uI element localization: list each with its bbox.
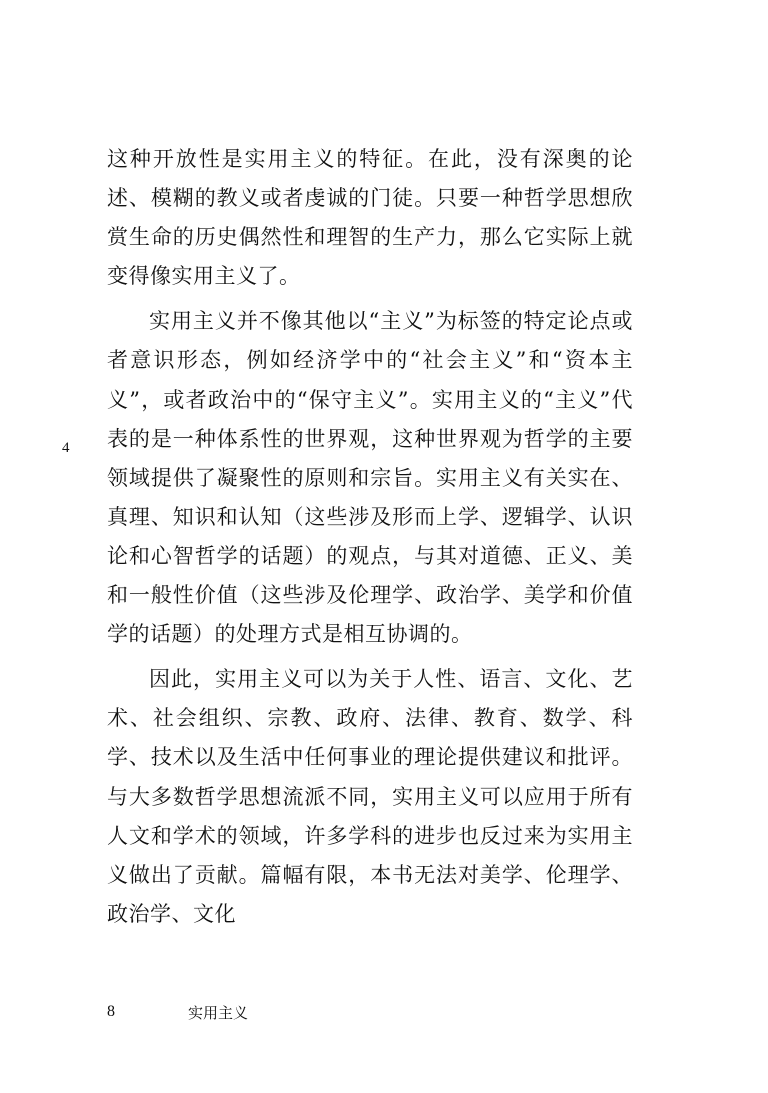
body-text	[107, 140, 633, 934]
footer-page-number: 8	[107, 1003, 115, 1020]
paragraph-pragmatism-ism: 实用主义并不像其他以“主义”为标签的特定论点或者意识形态，例如经济学中的“社会主义”和“资本主义”，或者政治中的“保守主义”。实用主义的“主义”代表的是一种体系性的世界观，这种世界观为哲学的主要领域提供了凝聚性的原则和宗旨。实用主义有关实在、真理、知识和认知（这些涉及形而上学、逻辑学、认识论和心智哲学的话题）的观点，与其对道德、正义、美和一般性价值（这些涉及伦理学、政治学、美学和价值学的话题）的处理方式是相互协调的。	[107, 309, 633, 647]
paragraph-applications: 因此，实用主义可以为关于人性、语言、文化、艺术、社会组织、宗教、政府、法律、教育、数学、科学、技术以及生活中任何事业的理论提供建议和批评。与大多数哲学思想流派不同，实用主义可以应用于所有人文和学术的领域，许多学科的进步也反过来为实用主义做出了贡献。篇幅有限，本书无法对美学、伦理学、政治学、文化	[107, 667, 633, 926]
paragraph-continuation: 这种开放性是实用主义的特征。在此，没有深奥的论述、模糊的教义或者虔诚的门徒。只要一种哲学思想欣赏生命的历史偶然性和理智的生产力，那么它实际上就变得像实用主义了。	[107, 147, 633, 289]
footer-book-title: 实用主义	[188, 1004, 249, 1022]
margin-page-reference: 4	[62, 440, 70, 456]
